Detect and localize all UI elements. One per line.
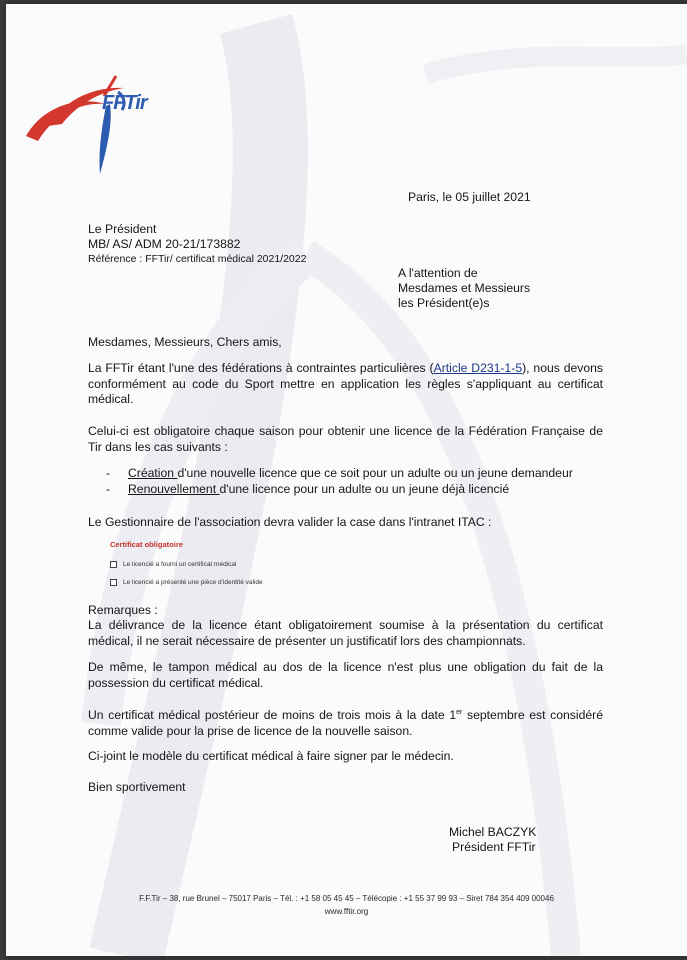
remarks-title: Remarques : [88, 603, 158, 617]
footer-address: F.F.Tir – 38, rue Brunel – 75017 Paris – Tél. : +1 58 05 45 45 – Télécopie : +1 55 37 99 93 – Siret 784 354 409 00046 [139, 894, 554, 903]
checkbox[interactable] [110, 561, 117, 568]
paragraph-1: La FFTir étant l'une des fédérations à contraintes particulières (Article D231-1-5), nous devons conformément au code du Sport mettre en application les règles s'appliquant au certificat médical. [88, 361, 604, 406]
form-option: Le licencié a fourni un certificat médical [110, 557, 370, 571]
fftir-logo-icon [18, 66, 138, 186]
checkbox[interactable] [110, 579, 117, 586]
remark-3: Un certificat médical postérieur de moins de trois mois à la date 1er septembre est considéré comme valide pour la prise de licence de la nouvelle saison. [88, 708, 604, 738]
recipient-line3: les Président(e)s [398, 296, 490, 310]
sender-title: Le Président [88, 222, 157, 236]
list-item: - Renouvellement d'une licence pour un adulte ou un jeune déjà licencié [104, 482, 604, 498]
paragraph-3: Le Gestionnaire de l'association devra valider la case dans l'intranet ITAC : [88, 515, 492, 529]
recipient-line1: A l'attention de [398, 266, 478, 280]
signature-name: Michel BACZYK [449, 825, 537, 839]
remark-1: La délivrance de la licence étant obligatoirement soumise à la présentation du certificat médical, il ne serait nécessaire de présenter un justificatif lors des championnats. [88, 618, 603, 648]
form-title: Certificat obligatoire [110, 540, 183, 549]
article-link[interactable]: Article D231-1-5 [433, 361, 523, 375]
paragraph-2: Celui-ci est obligatoire chaque saison pour obtenir une licence de la Fédération Française de Tir dans les cas suivants : [88, 424, 603, 454]
signature-role: Président FFTir [452, 840, 536, 854]
date-line: Paris, le 05 juillet 2021 [408, 190, 531, 204]
logo-wordmark: FFTir [102, 92, 147, 114]
footer-website[interactable]: www.fftir.org [324, 907, 369, 916]
letter-page [6, 4, 687, 956]
sender-ref1: MB/ AS/ ADM 20-21/173882 [88, 237, 241, 251]
cases-list [104, 466, 604, 497]
remark-2: De même, le tampon médical au dos de la licence n'est plus une obligation du fait de la possession du certificat médical. [88, 660, 603, 690]
form-option: Le licencié a présenté une pièce d'identité valide [110, 575, 370, 589]
remark-4: Ci-joint le modèle du certificat médical à faire signer par le médecin. [88, 749, 454, 763]
sender-ref2: Référence : FFTir/ certificat médical 2021/2022 [88, 253, 307, 265]
closing: Bien sportivement [88, 780, 186, 794]
recipient-line2: Mesdames et Messieurs [398, 281, 531, 295]
salutation: Mesdames, Messieurs, Chers amis, [88, 335, 282, 349]
list-item: - Création d'une nouvelle licence que ce soit pour un adulte ou un jeune demandeur [104, 466, 604, 482]
itac-form-capture [110, 540, 370, 596]
